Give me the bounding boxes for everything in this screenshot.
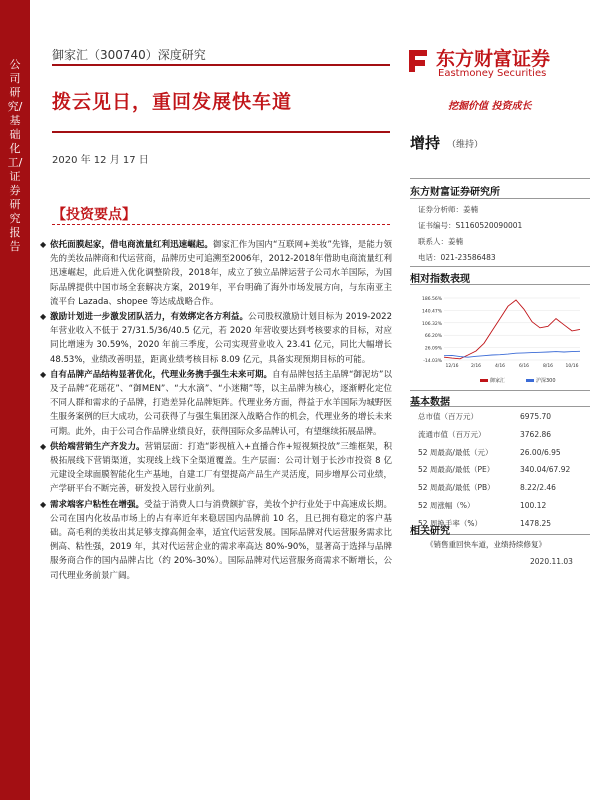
list-item (40, 440, 392, 497)
x-tick-label: 12/16 (445, 364, 459, 369)
row-label: 52 周换手率（%） (418, 518, 483, 528)
table-row (418, 479, 590, 497)
contact-line (418, 236, 463, 247)
institute-name: 东方财富证券研究所 (410, 187, 500, 198)
row-value: 100.12 (520, 500, 547, 510)
brand-slogan: 挖掘价值 投资成长 (448, 101, 532, 112)
legend-swatch (480, 379, 488, 382)
report-date: 2020 年 12 月 17 日 (52, 155, 149, 166)
table-row (418, 444, 590, 462)
divider (52, 64, 390, 66)
brand-name-en: Eastmoney Securities (438, 68, 547, 79)
relative-index-chart (410, 290, 590, 390)
phone-number: 021-23586483 (440, 253, 496, 262)
legend-label: 沪深300 (536, 378, 556, 384)
x-tick-label: 6/16 (518, 364, 530, 369)
x-tick-label: 8/16 (542, 364, 554, 369)
divider (410, 406, 590, 407)
bullet-lead: 依托面膜起家，借电商流量红利迅速崛起。 (50, 240, 213, 250)
table-row (418, 461, 590, 479)
brand-name-cn: 东方财富证券 (436, 48, 551, 70)
row-label: 总市值（百万元） (418, 412, 478, 421)
list-item (40, 310, 392, 367)
divider (410, 390, 590, 391)
divider (410, 266, 590, 267)
analyst-line (418, 204, 478, 215)
row-value: 1478.25 (520, 518, 552, 528)
row-label: 52 周涨幅（%） (418, 500, 475, 510)
report-company-line: 御家汇（300740）深度研究 (52, 48, 206, 62)
logo-mark-icon (405, 46, 431, 76)
y-tick-label: 140.47% (421, 309, 442, 315)
diamond-bullet-icon: ◆ (40, 499, 47, 509)
table-row (418, 497, 590, 515)
y-tick-label: 186.56% (421, 297, 442, 302)
license-number: S1160520090001 (455, 221, 523, 230)
y-tick-label: -14.03% (423, 359, 442, 364)
sidebar-category-text: 公司研究/基础化工/证券研究报告 (7, 58, 23, 253)
key-points-list (40, 238, 392, 584)
diamond-bullet-icon: ◆ (40, 441, 47, 451)
phone-label: 电话： (418, 253, 441, 262)
bullet-body: 自有品牌包括主品牌“御泥坊”以及子品牌“花瑶花”、“御MEN”、“大水滴”、“小迷糊”等，以主品牌为核心，逐渐孵化定位不同人群和需求的子品牌，打造差异化品牌矩阵。代理业务方面，得益于水羊国际为城野医生服务案例的巨大成功，公司获得了与强生集团深入战略合作的机会，代理业务的增长未来可期。此外，由于公司合作品牌业绩良好，获得国际众多品牌认可，有望继续拓展品牌。 (50, 369, 392, 437)
list-item (40, 498, 392, 583)
row-label: 52 周最高/最低（PE） (418, 465, 495, 475)
row-value: 3762.86 (520, 429, 552, 439)
related-heading: 相关研究 (410, 526, 450, 537)
divider (410, 198, 590, 199)
bullet-body: 营销层面：打造“影视植入+直播合作+短视频投放”三维框架，积极拓展线下营销渠道，实现线上线下全渠道覆盖。生产层面：公司计划于长沙市投资 8 亿元建设全球面膜智能化生产基地，自建工厂有望提高产品生产灵活度，同步增厚公司业绩，产学研平台不断完善，研发投入居行业前列。 (50, 441, 392, 495)
legend-label: 御家汇 (490, 378, 506, 384)
contact-label: 联系人： (418, 237, 448, 246)
bullet-lead: 供给端营销生产齐发力。 (50, 441, 145, 452)
bullet-lead: 激励计划进一步激发团队活力，有效绑定各方利益。 (50, 312, 249, 323)
license-label: 证书编号： (418, 221, 456, 230)
list-item (40, 368, 392, 439)
series-line-0 (444, 300, 580, 359)
bullet-body: 受益于消费人口与消费额扩容，美妆个护行业处于中高速成长期。公司在国内化妆品市场上的占有率近年来稳居国内品牌前 10 名，且已拥有稳定的客户基础。高毛利的美妆出其足够支撑高佣金率，适宜代运营发展。国际品牌对代运营服务需求比例高、粘性强，2019 年，其对代运营企业的需求率高达 80%-90%，显著高于选择与品牌服务商合作的国内品牌占比（约 20%-30%）。国际品牌对代运营服务商需求不断增长，公司代理业务前景广阔。 (50, 499, 392, 581)
phone-line (418, 252, 496, 263)
row-value: 6975.70 (520, 412, 552, 421)
bullet-body: 公司股权激励计划目标为 2019-2022 年营业收入不低于 27/31.5/36/40.5 亿元，若 2020 年营收要达到考核要求的目标，对应同比增速为 30.59%，2020 年前三季度，公司实现营业收入 23.41 亿元，同比大幅增长 48.53%，业绩改善明显，距离业绩考核目标 8.09 亿元，具备实现预期目标的可能。 (50, 312, 392, 365)
x-tick-label: 2/16 (470, 364, 482, 369)
eastmoney-logo (405, 44, 565, 84)
bullet-body: 御家汇作为国内“互联网+美妆”先锋，是能力领先的美妆品牌商和代运营商，品牌历史可追溯至2006年，2012-2018年借助电商流量红利迅速崛起，此后进入优化调整阶段，2018年，成立了独立品牌运营子公司水羊国际，为国际品牌提供中国市场全套解决方案，2019年，平台明确了海外市场发展方向，与东南亚主流平台 Lazada、shopee 等达成战略合作。 (50, 240, 392, 307)
basic-data-table (418, 408, 590, 533)
row-label: 流通市值（百万元） (418, 429, 486, 439)
bullet-lead: 自有品牌产品结构显著优化，代理业务携手强生未来可期。 (50, 369, 273, 380)
x-tick-label: 4/16 (494, 364, 506, 369)
license-line (418, 220, 522, 231)
chart-heading: 相对指数表现 (410, 274, 470, 285)
row-value: 8.22/2.46 (520, 483, 556, 493)
table-row (418, 408, 590, 426)
row-value: 340.04/67.92 (520, 465, 571, 475)
contact-name: 姜楠 (448, 237, 463, 246)
divider (52, 224, 390, 225)
diamond-bullet-icon: ◆ (40, 240, 47, 249)
x-tick-label: 10/16 (565, 364, 579, 369)
y-tick-label: 106.32% (421, 321, 442, 327)
analyst-name: 姜楠 (463, 205, 478, 214)
page-title: 拨云见日，重回发展快车道 (52, 91, 293, 113)
basic-data-heading: 基本数据 (410, 397, 450, 408)
related-report-date: 2020.11.03 (530, 557, 573, 566)
diamond-bullet-icon: ◆ (40, 312, 47, 322)
related-report-title: 《销售重回快车道，业绩持续修复》 (426, 540, 546, 549)
row-label: 52 周最高/最低（PB） (418, 483, 495, 493)
y-tick-label: 66.20% (424, 334, 442, 340)
analyst-label: 证券分析师： (418, 205, 463, 214)
divider (410, 178, 590, 179)
rating-label: 增持 (410, 134, 441, 152)
list-item (40, 238, 392, 309)
legend-swatch (526, 379, 534, 382)
row-value: 26.00/6.95 (520, 447, 561, 457)
bullet-lead: 需求端客户粘性在增强。 (50, 499, 145, 510)
divider (52, 131, 390, 133)
table-row (418, 426, 590, 444)
diamond-bullet-icon: ◆ (40, 369, 47, 379)
divider (410, 284, 590, 285)
y-tick-label: 26.09% (424, 346, 442, 352)
row-label: 52 周最高/最低（元） (418, 447, 493, 457)
rating-sub: （维持） (447, 140, 484, 150)
left-strip (0, 0, 30, 800)
key-points-heading: 【投资要点】 (52, 207, 136, 223)
